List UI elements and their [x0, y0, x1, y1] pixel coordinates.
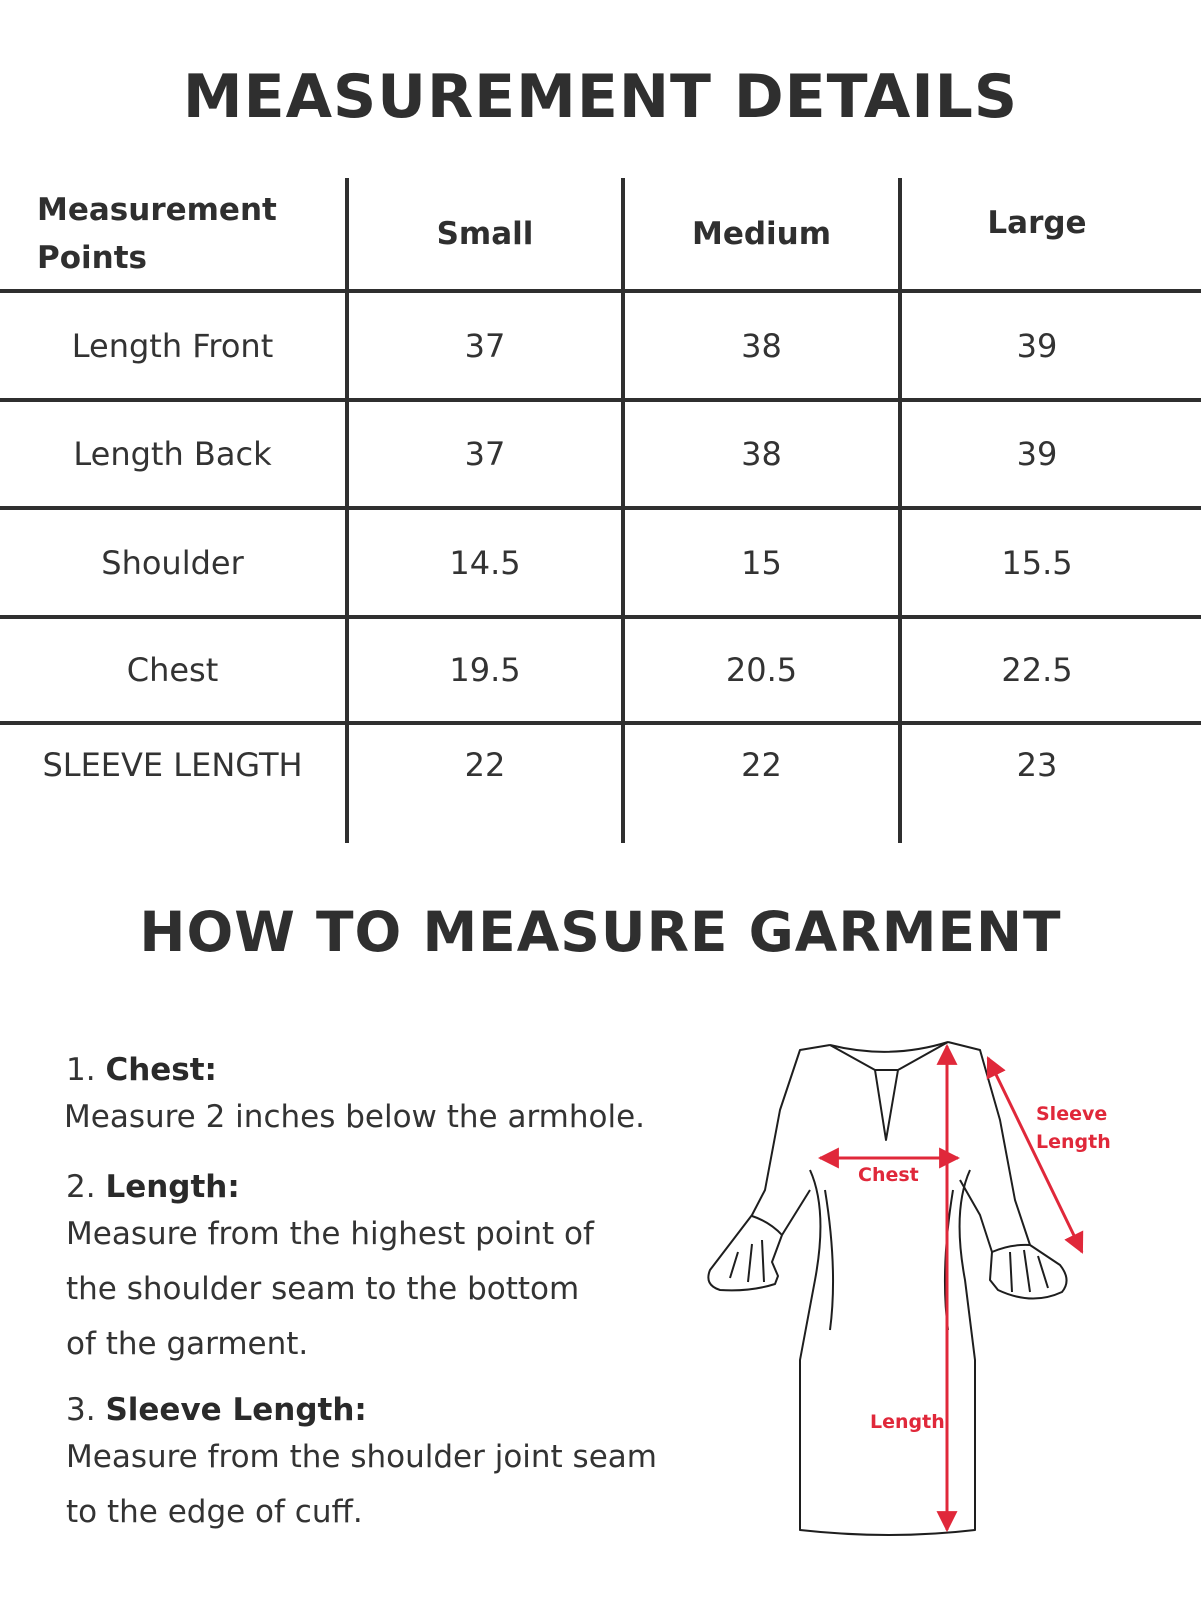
sleeve-label-line2: Length — [1036, 1131, 1111, 1153]
table-cell: 39 — [1016, 435, 1058, 473]
garment-diagram — [690, 1030, 1160, 1550]
step-text: the shoulder seam to the bottom — [66, 1271, 580, 1307]
table-cell: 14.5 — [449, 543, 521, 582]
header-small: Small — [436, 215, 534, 252]
table-cell: 15.5 — [1001, 543, 1073, 582]
step-text: to the edge of cuff. — [66, 1494, 363, 1530]
step-text: of the garment. — [66, 1326, 309, 1362]
table-cell: 22.5 — [1001, 651, 1073, 689]
row-label: SLEEVE LENGTH — [42, 746, 303, 784]
instructions — [66, 1050, 766, 1540]
table-cell: 20.5 — [725, 651, 798, 689]
step-length — [66, 1167, 766, 1372]
table-cell: 19.5 — [449, 651, 521, 689]
header-line: Points — [37, 240, 147, 276]
table-cell: 38 — [741, 326, 782, 365]
row-label: Length Front — [71, 326, 274, 365]
section-title: HOW TO MEASURE GARMENT — [139, 900, 1062, 964]
page-title: MEASUREMENT DETAILS — [182, 62, 1019, 132]
header-line: Measurement — [37, 192, 277, 228]
table-cell: 37 — [464, 326, 506, 365]
measurement-table — [0, 178, 1201, 843]
header-medium: Medium — [691, 215, 832, 252]
step-number: 2. — [66, 1169, 96, 1205]
chest-label: Chest — [858, 1164, 919, 1186]
table-cell: 37 — [464, 435, 506, 473]
step-text: Measure 2 inches below the armhole. — [64, 1099, 646, 1135]
table-cell: 22 — [464, 746, 506, 784]
step-number: 1. — [66, 1052, 96, 1088]
sleeve-label-line1: Sleeve — [1036, 1103, 1108, 1125]
row-label: Shoulder — [101, 543, 244, 582]
row-label: Length Back — [73, 435, 272, 473]
length-label: Length — [870, 1411, 945, 1433]
step-name: Sleeve Length: — [105, 1392, 367, 1428]
table-cell: 39 — [1016, 326, 1058, 365]
step-number: 3. — [66, 1392, 96, 1428]
table-cell: 15 — [741, 543, 782, 582]
row-label: Chest — [126, 651, 219, 689]
table-cell: 22 — [741, 746, 782, 784]
step-name: Length: — [105, 1169, 240, 1205]
step-chest — [66, 1050, 766, 1145]
header-large: Large — [987, 205, 1087, 241]
step-text: Measure from the highest point of — [66, 1216, 594, 1252]
table-cell: 38 — [741, 435, 782, 473]
table-cell: 23 — [1016, 746, 1058, 784]
step-name: Chest: — [105, 1052, 217, 1088]
step-sleeve-length — [66, 1390, 766, 1540]
dress-outline-icon — [690, 1030, 1160, 1550]
step-text: Measure from the shoulder joint seam — [66, 1439, 657, 1475]
header-measurement-points — [37, 186, 337, 282]
